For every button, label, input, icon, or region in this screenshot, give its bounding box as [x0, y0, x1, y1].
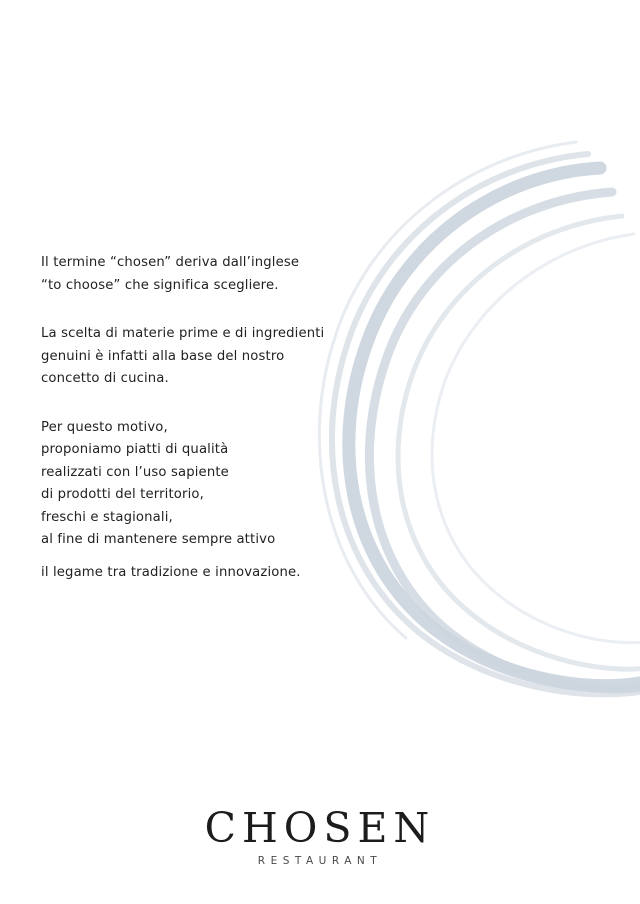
paragraph: [41, 252, 371, 297]
logo-subtitle: RESTAURANT: [257, 854, 383, 867]
copy-line: proponiamo piatti di qualità: [41, 442, 229, 457]
copy-line: genuini è infatti alla base del nostro: [41, 348, 285, 364]
copy-line: al fine di mantenere sempre attivo: [41, 532, 276, 547]
copy-line: Per questo motivo,: [41, 419, 168, 435]
copy-line: La scelta di materie prime e di ingredienti: [41, 326, 325, 341]
paragraph: [41, 562, 371, 585]
copy-line: Il termine “chosen” deriva dall’inglese: [41, 255, 300, 270]
copy-line: concetto di cucina.: [41, 371, 169, 386]
copy-line: realizzati con l’uso sapiente: [41, 464, 229, 480]
copy-line: il legame tra tradizione e innovazione.: [41, 564, 301, 580]
paragraph: [41, 323, 371, 391]
brand-logo: [0, 803, 640, 867]
body-copy: [41, 252, 371, 584]
logo-wordmark: CHOSEN: [204, 803, 436, 852]
copy-line: “to choose” che significa scegliere.: [41, 277, 279, 293]
paragraph: [41, 417, 371, 552]
copy-line: di prodotti del territorio,: [41, 487, 204, 502]
copy-line: freschi e stagionali,: [41, 509, 173, 525]
